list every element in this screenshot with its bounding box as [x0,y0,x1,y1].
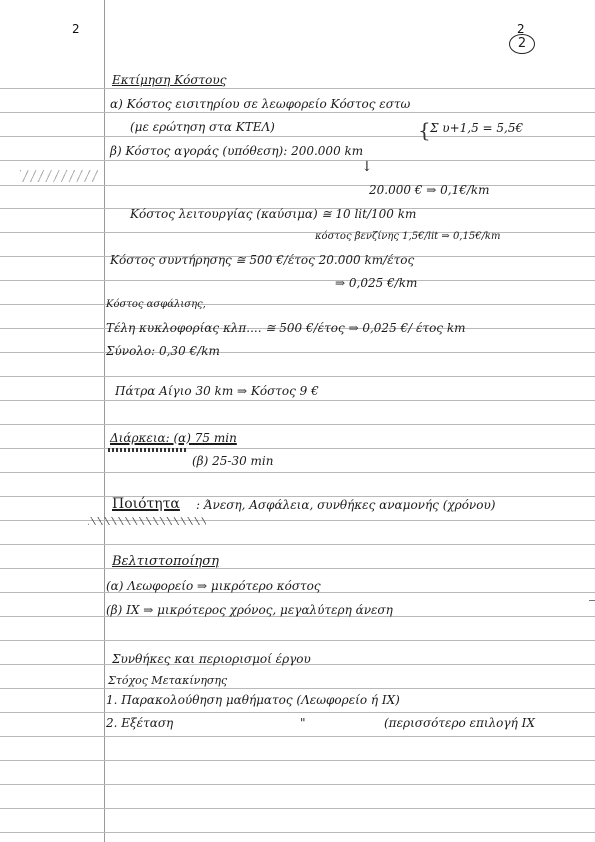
ruled-line [0,304,595,305]
ruled-line [0,352,595,353]
brace-mark: { [418,118,431,142]
line-ticket-sum: Σ υ+1,5 = 5,5€ [430,121,524,135]
ruled-line [0,760,595,761]
heading-quality: Ποιότητα [112,496,180,512]
page-number-right: 2 [517,22,525,36]
line-patras-aigio: Πάτρα Αίγιο 30 km ⇒ Κόστος 9 € [115,384,319,398]
ruled-line [0,400,595,401]
line-fuel-cost: κόστος βενζίνης 1,5€/lit ⇒ 0,15€/km [315,231,501,242]
line-maintenance-cost: Κόστος συντήρησης ≅ 500 €/έτος 20.000 km/έτος [110,253,415,267]
ruled-line [0,185,595,186]
line-circulation-fees: Τέλη κυκλοφορίας κλπ.... ≅ 500 €/έτος ⇒ 0,025 €/ έτος km [106,321,466,335]
ruled-line [0,544,595,545]
line-travel-goal: Στόχος Μετακίνησης [108,674,228,687]
ruled-line [0,496,595,497]
heading-cost-estimate: Εκτίμηση Κόστους [112,73,227,87]
ruled-line [0,160,595,161]
line-ktel-question: (με ερώτηση στα ΚΤΕΛ) [130,120,275,134]
ruled-line [0,808,595,809]
heading-optimization: Βελτιστοποίηση [112,554,219,569]
margin-line [104,0,105,842]
line-total-cost: Σύνολο: 0,30 €/km [106,344,220,358]
ruled-line [0,424,595,425]
line-exam: 2. Εξέταση [106,716,174,730]
ruled-line [0,136,595,137]
ruled-line [0,112,595,113]
line-duration-car: (β) 25-30 min [192,454,274,468]
ruled-line [0,832,595,833]
line-quality-factors: : Άνεση, Ασφάλεια, συνθήκες αναμονής (χρόνου) [196,498,496,512]
ruled-line [0,568,595,569]
line-car-less-time: (β) ΙΧ ⇒ μικρότερος χρόνος, μεγαλύτερη άνεση [106,603,393,617]
ruled-line [0,736,595,737]
ruled-line [0,712,595,713]
ruled-line [0,280,595,281]
ruled-line [0,232,595,233]
circled-page-number: 2 [509,34,535,54]
ruled-line [0,472,595,473]
line-maintenance-per-km: ⇒ 0,025 €/km [335,276,418,290]
ditto-mark: " [300,716,306,730]
line-insurance-cost: Κόστος ασφάλισης, [106,299,206,310]
ruled-line [0,448,595,449]
ruled-line [0,640,595,641]
line-operating-cost: Κόστος λειτουργίας (καύσιμα) ≅ 10 lit/100 km [130,207,417,221]
underline-squiggle [108,448,186,452]
line-attend-class: 1. Παρακολούθηση μαθήματος (Λεωφορείο ή ΙΧ) [106,693,400,707]
line-exam-car-choice: (περισσότερο επιλογή ΙΧ [384,716,535,730]
line-bus-lower-cost: (α) Λεωφορείο ⇒ μικρότερο κόστος [106,579,321,593]
ruled-line [0,376,595,377]
scribble-mark [20,170,98,182]
ruled-line [0,88,595,89]
edge-mark [589,600,595,601]
line-purchase-cost: β) Κόστος αγοράς (υπόθεση): 200.000 km [110,144,364,158]
page-number-left: 2 [72,22,80,36]
ruled-line [0,688,595,689]
down-arrow-icon: ↓ [361,159,373,175]
line-bus-ticket-cost: α) Κόστος εισιτηρίου σε λεωφορείο Κόστος εστω [110,97,411,111]
ruled-line [0,784,595,785]
line-duration-bus: Διάρκεια: (α) 75 min [110,431,237,445]
zigzag-underline [88,517,206,525]
line-cost-per-km: 20.000 € ⇒ 0,1€/km [369,183,490,197]
line-conditions-constraints: Συνθήκες και περιορισμοί έργου [112,652,311,666]
